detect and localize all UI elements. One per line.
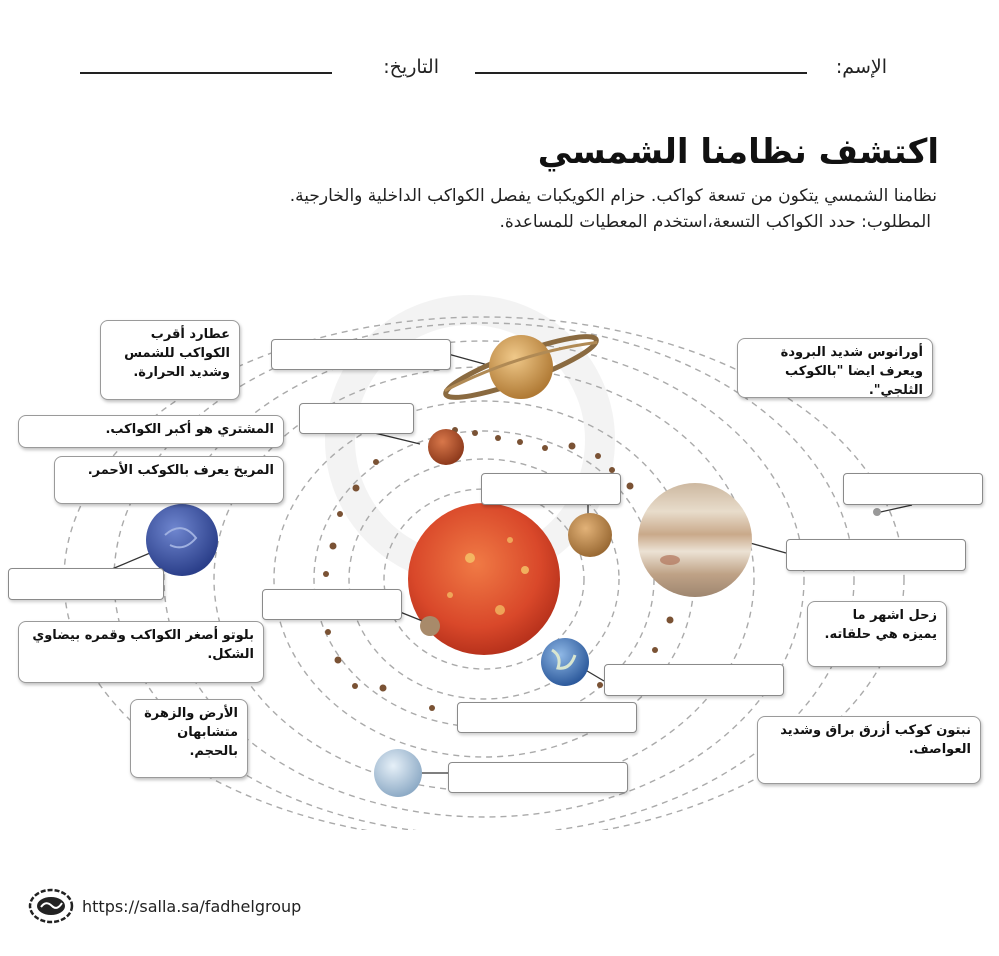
mercury xyxy=(420,616,440,636)
hint-neptune: نبتون كوكب أزرق براق وشديد العواصف. xyxy=(757,716,981,784)
date-field[interactable] xyxy=(80,72,332,74)
page-title: اكتشف نظامنا الشمسي xyxy=(537,132,939,172)
answer-box-venus[interactable] xyxy=(481,473,621,505)
earth xyxy=(541,638,589,686)
answer-box-mars[interactable] xyxy=(299,403,414,434)
hint-pluto: بلوتو أصغر الكواكب وقمره بيضاوي الشكل. xyxy=(18,621,264,683)
answer-box-earth[interactable] xyxy=(604,664,784,696)
answer-box-jupiter[interactable] xyxy=(786,539,966,571)
hint-uranus: أورانوس شديد البرودة ويعرف ايضا "بالكوكب الثلجي". xyxy=(737,338,933,398)
intro-line-2: المطلوب: حدد الكواكب التسعة،استخدم المعطيات للمساعدة. xyxy=(499,212,931,232)
date-label: التاريخ: xyxy=(383,56,439,78)
mars xyxy=(428,429,464,465)
hint-jupiter: المشتري هو أكبر الكواكب. xyxy=(18,415,284,448)
hint-mars: المريخ يعرف بالكوكب الأحمر. xyxy=(54,456,284,504)
pluto xyxy=(873,508,881,516)
intro-line-1: نظامنا الشمسي يتكون من تسعة كواكب. حزام الكويكبات يفصل الكواكب الداخلية والخارجية. xyxy=(289,186,937,206)
uranus xyxy=(374,749,422,797)
jupiter xyxy=(638,483,752,597)
answer-box-sun[interactable] xyxy=(457,702,637,733)
answer-box-pluto[interactable] xyxy=(843,473,983,505)
hint-earth-venus: الأرض والزهرة متشابهان بالحجم. xyxy=(130,699,248,778)
name-field[interactable] xyxy=(475,72,807,74)
hint-saturn: زحل اشهر ما يميزه هي حلقاته. xyxy=(807,601,947,667)
answer-box-saturn[interactable] xyxy=(271,339,451,370)
neptune xyxy=(146,504,218,576)
name-label: الإسم: xyxy=(835,56,887,78)
answer-box-uranus[interactable] xyxy=(448,762,628,793)
hint-mercury: عطارد أقرب الكواكب للشمس وشديد الحرارة. xyxy=(100,320,240,400)
footer-url-link[interactable]: https://salla.sa/fadhelgroup xyxy=(82,896,302,916)
answer-box-mercury[interactable] xyxy=(262,589,402,620)
fadhel-group-logo-icon xyxy=(28,888,74,924)
answer-box-neptune[interactable] xyxy=(8,568,164,600)
venus xyxy=(568,513,612,557)
footer xyxy=(28,888,301,924)
